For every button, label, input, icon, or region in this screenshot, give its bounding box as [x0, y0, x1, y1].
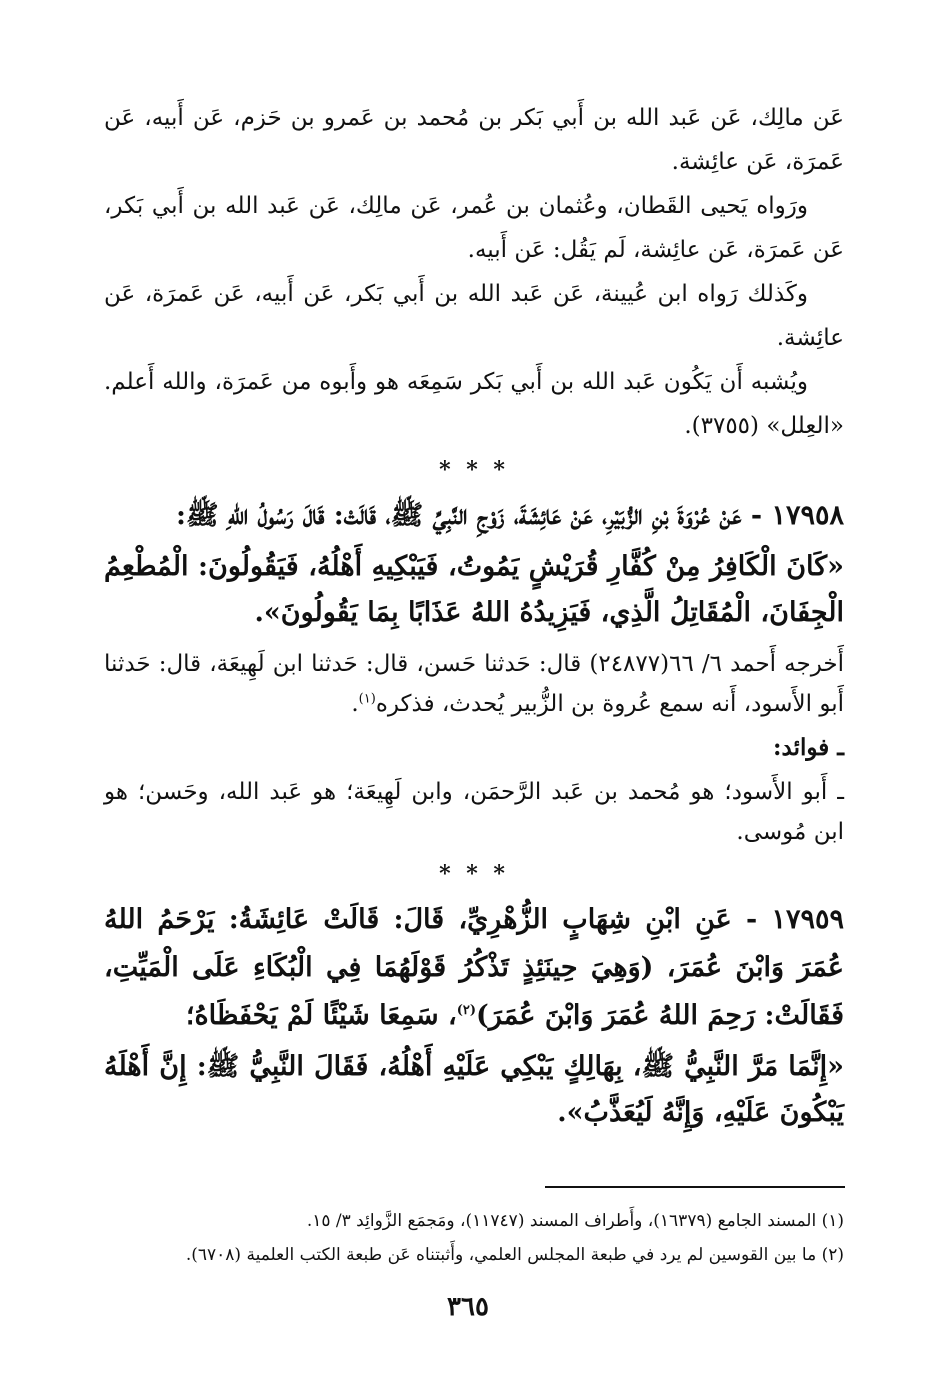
- page-body: [104, 96, 844, 1136]
- paragraph-1: عَن مالِك، عَن عَبد الله بن أَبي بَكر بن مُحمد بن عَمرو بن حَزم، عَن أَبيه، عَن عَمرَة، عَن عائِشة.: [104, 105, 844, 175]
- hadith-17958-isnad: [104, 492, 844, 540]
- footnote-ref-2[interactable]: (٢): [456, 1003, 477, 1018]
- hadith-isnad-text: - عَنْ عُرْوَةَ بْنِ الزُّبَيْرِ، عَنْ عَائِشَةَ، زَوْجِ النَّبِيِّ ﷺ، قَالَتْ: قَالَ رَسُولُ اللهِ ﷺ:: [176, 500, 763, 531]
- hadith-17959-isnad: [104, 896, 844, 1040]
- hadith-isnad-text: - عَنِ ابْنِ شِهَابٍ الزُّهْرِيِّ، قَالَ: قَالَتْ عَائِشَةُ: يَرْحَمُ اللهُ عُمَرَ وَابْنَ عُمَرَ، (وَهِيَ حِينَئِذٍ تَذْكُرُ قَوْلَهُمَا فِي الْبُكَاءِ عَلَى الْمَيِّتِ، فَقَالَتْ: رَحِمَ اللهُ عُمَرَ وَابْنَ عُمَرَ): [104, 904, 844, 1031]
- takhrij-text: أَخرجه أَحمد ٦/ ٦٦(٢٤٨٧٧) قال: حَدثنا حَسن، قال: حَدثنا ابن لَهِيعَة، قال: حَدثنا أَبو الأَسود، أَنه سمع عُروة بن الزُّبير يُحدث، فذكره: [104, 651, 844, 717]
- hadith-number: ١٧٩٥٨: [771, 500, 844, 531]
- paragraph-4: ويُشبه أَن يَكُون عَبد الله بن أَبي بَكر سَمِعَه هو وأَبوه من عَمرَة، والله أَعلم. «العِلل» (٣٧٥٥).: [104, 369, 844, 439]
- hadith-17958-takhrij: [104, 644, 844, 724]
- takhrij-end: .: [351, 691, 359, 717]
- page-number: ٣٦٥: [447, 1292, 489, 1322]
- footnote-divider: [545, 1186, 845, 1188]
- paragraph-3: وكَذلك رَواه ابن عُيينة، عَن عَبد الله بن أَبي بَكر، عَن أَبيه، عَن عَمرَة، عَن عائِشة.: [104, 281, 844, 351]
- hadith-isnad-tail: ، سَمِعَا شَيْئًا لَمْ يَحْفَظَاهُ؛: [185, 1000, 457, 1031]
- paragraph-2: ورَواه يَحيى القَطان، وعُثمان بن عُمر، عَن مالِك، عَن عَبد الله بن أَبي بَكر، عَن عَمرَة، عَن عائِشة، لَم يَقُل: عَن أَبيه.: [104, 193, 844, 263]
- footnotes: [104, 1204, 844, 1272]
- hadith-number: ١٧٩٥٩: [771, 904, 845, 935]
- footnote-ref-1[interactable]: (١): [358, 691, 376, 707]
- section-separator-2: * * *: [439, 861, 509, 887]
- section-separator-1: * * *: [439, 457, 509, 483]
- fawaid-item: ـ أَبو الأَسود؛ هو مُحمد بن عَبد الرَّحمَن، وابن لَهِيعَة؛ هو عَبد الله، وحَسن؛ هو ابن مُوسى.: [104, 779, 844, 845]
- footnote-2: (٢) ما بين القوسين لم يرد في طبعة المجلس العلمي، وأَثبتناه عَن طبعة الكتب العلمية (٦٧٠٨).: [185, 1245, 844, 1265]
- footnote-1: (١) المسند الجامع (١٦٣٧٩)، وأَطراف المسند (١١٧٤٧)، ومَجمَع الزَّوائِد ٣/ ١٥.: [306, 1211, 844, 1231]
- fawaid-heading: ـ فوائد:: [773, 734, 844, 761]
- hadith-17958-matn: «كَانَ الْكَافِرُ مِنْ كُفَّارِ قُرَيْشٍ يَمُوتُ، فَيَبْكِيهِ أَهْلُهُ، فَيَقُولُونَ: الْمُطْعِمُ الْجِفَانَ، الْمُقَاتِلُ الَّذِي، فَيَزِيدُهُ اللهُ عَذَابًا بِمَا يَقُولُونَ».: [104, 551, 844, 628]
- hadith-17959-matn: «إِنَّمَا مَرَّ النَّبِيُّ ﷺ، بِهَالِكٍ يَبْكِي عَلَيْهِ أَهْلُهُ، فَقَالَ النَّبِيُّ ﷺ: إِنَّ أَهْلَهُ يَبْكُونَ عَلَيْهِ، وَإِنَّهُ لَيُعَذَّبُ».: [104, 1051, 844, 1128]
